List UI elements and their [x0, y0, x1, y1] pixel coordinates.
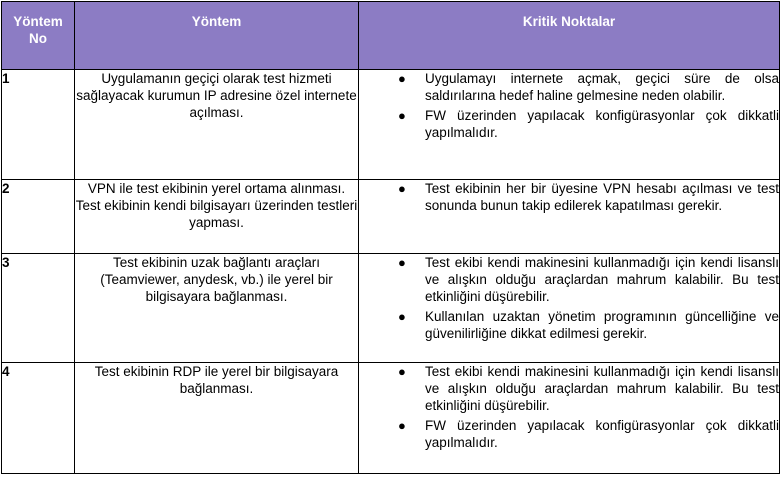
header-critical-points: Kritik Noktalar — [359, 2, 780, 70]
critical-points-list — [359, 363, 779, 451]
method-description: Test ekibinin uzak bağlantı araçları (Teamviewer, anydesk, vb.) ile yerel bir bilgisayara bağlanması. — [75, 254, 359, 363]
method-description: Test ekibinin RDP ile yerel bir bilgisayara bağlanması. — [75, 363, 359, 474]
bullet-icon: ● — [398, 181, 406, 196]
method-description: Uygulamanın geçiçi olarak test hizmeti sağlayacak kurumun IP adresine özel internete açılması. — [75, 70, 359, 180]
list-item — [359, 107, 779, 141]
critical-points-list — [359, 70, 779, 141]
header-method-no: Yöntem No — [2, 2, 75, 70]
critical-points-cell — [359, 70, 780, 180]
methods-table — [1, 1, 780, 474]
method-number: 4 — [2, 363, 75, 474]
bullet-icon: ● — [398, 255, 406, 270]
critical-point-text: Kullanılan uzaktan yönetim programının güncelliğine ve güvenilirliğine dikkat edilmesi gerekir. — [425, 309, 779, 341]
list-item — [359, 363, 779, 414]
list-item — [359, 254, 779, 305]
list-item — [359, 417, 779, 451]
header-row — [2, 2, 780, 70]
critical-points-cell — [359, 254, 780, 363]
table-row — [2, 180, 780, 254]
method-description: VPN ile test ekibinin yerel ortama alınması. Test ekibinin kendi bilgisayarı üzerinden testleri yapması. — [75, 180, 359, 254]
critical-points-list — [359, 180, 779, 214]
critical-point-text: Test ekibinin her bir üyesine VPN hesabı açılması ve test sonunda bunun takip edilerek kapatılması gerekir. — [425, 181, 779, 213]
table-row — [2, 254, 780, 363]
method-number: 2 — [2, 180, 75, 254]
table-row — [2, 70, 780, 180]
critical-point-text: Test ekibi kendi makinesini kullanmadığı için kendi lisanslı ve alışkın olduğu araçlardan mahrum kalabilir. Bu test etkinliğini düşürebilir. — [425, 255, 779, 304]
bullet-icon: ● — [398, 71, 406, 86]
list-item — [359, 180, 779, 214]
bullet-icon: ● — [398, 364, 406, 379]
table-row — [2, 363, 780, 474]
bullet-icon: ● — [398, 108, 406, 123]
bullet-icon: ● — [398, 418, 406, 433]
critical-point-text: Test ekibi kendi makinesini kullanmadığı için kendi lisanslı ve alışkın olduğu araçlardan mahrum kalabilir. Bu test etkinliğini düşürebilir. — [425, 364, 779, 413]
critical-point-text: FW üzerinden yapılacak konfigürasyonlar çok dikkatli yapılmalıdır. — [425, 108, 779, 140]
list-item — [359, 308, 779, 342]
bullet-icon: ● — [398, 309, 406, 324]
method-number: 3 — [2, 254, 75, 363]
critical-points-cell — [359, 363, 780, 474]
header-method: Yöntem — [75, 2, 359, 70]
critical-points-cell — [359, 180, 780, 254]
critical-points-list — [359, 254, 779, 342]
method-number: 1 — [2, 70, 75, 180]
list-item — [359, 70, 779, 104]
critical-point-text: Uygulamayı internete açmak, geçici süre de olsa saldırılarına hedef haline gelmesine neden olabilir. — [425, 71, 779, 103]
critical-point-text: FW üzerinden yapılacak konfigürasyonlar çok dikkatli yapılmalıdır. — [425, 418, 779, 450]
